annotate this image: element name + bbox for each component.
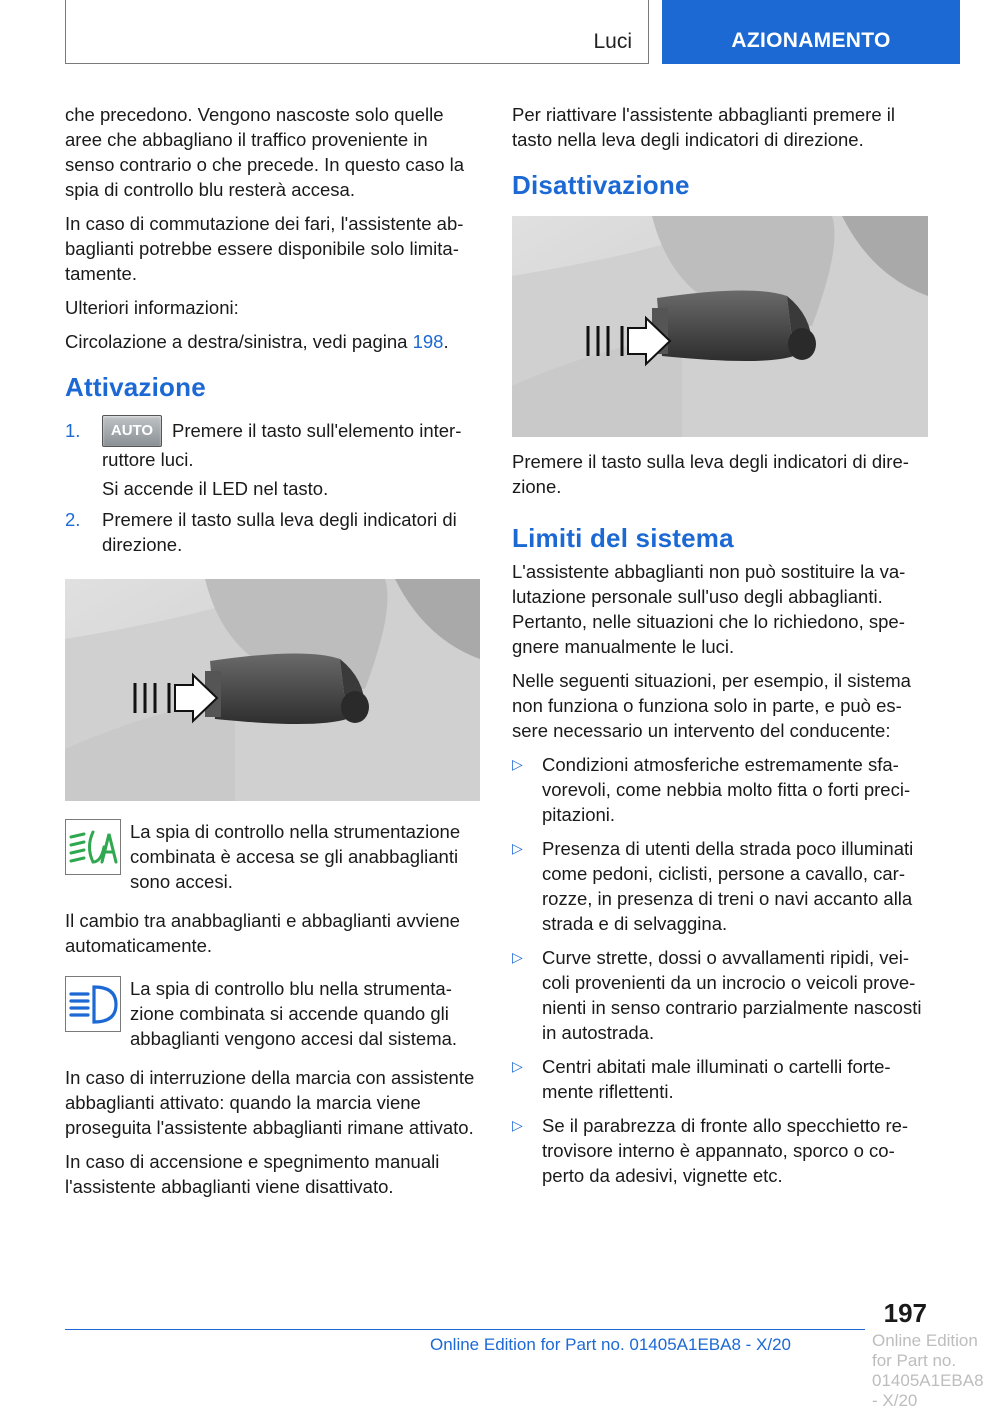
page-link[interactable]: 198 (412, 331, 444, 352)
list-item: ▷ Presenza di utenti della strada poco illuminati come pedoni, ciclisti, persone a cavallo, carrozze, in presenza di treni o navi accanto alla strada e di selvaggina. (512, 838, 914, 934)
list-item: ▷ Se il parabrezza di fronte allo specchietto retrovisore interno è appannato, sporco o coperto da adesivi, vignette etc. (512, 1115, 909, 1186)
turn-signal-lever-figure-2 (512, 216, 928, 437)
paragraph-with-link: Circolazione a destra/sinistra, vedi pagina 198. (65, 331, 449, 352)
step-text: Premere il tasto sull'elemento interruttore luci. (102, 420, 462, 470)
paragraph: L'assistente abbaglianti non può sostituire la valutazione personale sull'uso degli abbaglianti. Pertanto, nelle situazioni che lo richiedono, spegnere manualmente le luci. (512, 561, 906, 657)
left-column (65, 102, 477, 1208)
note-text: La spia di controllo nella strumentazione combinata è accesa se gli anabbaglianti sono accesi. (130, 821, 461, 892)
lever-illustration (512, 216, 928, 437)
paragraph: In caso di interruzione della marcia con assistente abbaglianti attivato: quando la marcia viene proseguita l'assistente abbaglianti rimane attivato. (65, 1067, 475, 1138)
high-beam-indicator-note (65, 976, 477, 1051)
low-beam-indicator-note (65, 819, 477, 894)
list-item: ▷ Curve strette, dossi o avvallamenti ripidi, veicoli provenienti da un incrocio o veicoli provenienti in senso contrario parzialmente nascosti in autostrada. (512, 947, 922, 1043)
list-item: ▷ Condizioni atmosferiche estremamente sfavorevoli, come nebbia molto fitta o forti precipitazioni. (512, 754, 911, 825)
lever-illustration (65, 579, 480, 801)
heading-system-limits: Limiti del sistema (512, 523, 734, 553)
triangle-bullet-icon: ▷ (512, 840, 523, 856)
paragraph: Ulteriori informazioni: (65, 297, 239, 318)
high-beam-indicator-icon (65, 976, 121, 1032)
paragraph: Nelle seguenti situazioni, per esempio, il sistema non funziona o funziona solo in parte, e può essere necessario un intervento del conducente: (512, 670, 911, 741)
step-1 (65, 418, 477, 472)
note-text: La spia di controllo blu nella strumentazione combinata si accende quando gli abbaglianti vengono accesi dal sistema. (130, 978, 458, 1049)
chapter-tab: AZIONAMENTO (662, 0, 960, 64)
step-2 (65, 507, 477, 557)
list-item: ▷ Centri abitati male illuminati o cartelli fortemente riflettenti. (512, 1056, 891, 1102)
step-1-result: Si accende il LED nel tasto. (102, 478, 329, 499)
footer-edition: Online Edition for Part no. 01405A1EBA8 - X/20 (430, 1335, 792, 1354)
step-number: 2. (65, 509, 81, 530)
heading-activation: Attivazione (65, 372, 206, 402)
footer-divider (65, 1329, 865, 1330)
section-title: Luci (593, 30, 632, 53)
step-number: 1. (65, 420, 81, 441)
heading-deactivation: Disattivazione (512, 170, 690, 200)
paragraph: In caso di accensione e spegnimento manuali l'assistente abbaglianti viene disattivato. (65, 1151, 440, 1197)
paragraph: Per riattivare l'assistente abbaglianti premere il tasto nella leva degli indicatori di direzione. (512, 104, 895, 150)
triangle-bullet-icon: ▷ (512, 949, 523, 965)
low-beam-indicator-icon (65, 819, 121, 875)
page-number: 197 (883, 1298, 927, 1328)
right-column (512, 102, 928, 1197)
header-section-box (65, 0, 649, 64)
triangle-bullet-icon: ▷ (512, 756, 523, 772)
figure-caption: Premere il tasto sulla leva degli indicatori di direzione. (512, 451, 909, 497)
turn-signal-lever-figure (65, 579, 480, 801)
paragraph: che precedono. Vengono nascoste solo quelle aree che abbagliano il traffico proveniente in senso contrario o che precede. In questo caso la spia di controllo blu resterà accesa. (65, 104, 465, 200)
paragraph: In caso di commutazione dei fari, l'assistente abbaglianti potrebbe essere disponibile solo limitatamente. (65, 213, 464, 284)
step-text: Premere il tasto sulla leva degli indicatori di direzione. (102, 509, 457, 555)
paragraph: Il cambio tra anabbaglianti e abbaglianti avviene automaticamente. (65, 910, 460, 956)
auto-button-icon: AUTO (102, 415, 162, 447)
triangle-bullet-icon: ▷ (512, 1058, 523, 1074)
triangle-bullet-icon: ▷ (512, 1117, 523, 1133)
footer-watermark[interactable]: Online Edition for Part no. 01405A1EBA8 - X/20 (872, 1331, 984, 1410)
